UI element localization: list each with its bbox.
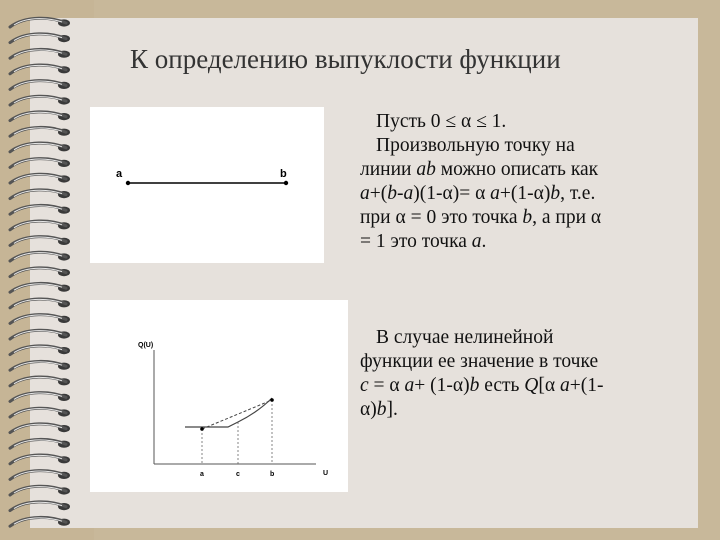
slide-title: К определению выпуклости функции	[130, 44, 561, 74]
text-line: Пусть 0 ≤ α ≤ 1.	[376, 111, 507, 132]
text-line: В случае нелинейной	[376, 327, 554, 348]
text-line: функции ее значение в точке	[360, 351, 599, 372]
paragraph-definition	[360, 110, 690, 254]
paragraph-nonlinear	[360, 326, 690, 422]
function-curve	[185, 398, 272, 427]
label-b: b	[280, 168, 287, 180]
point-a	[126, 181, 130, 185]
text-line: α)b].	[360, 399, 398, 420]
tick-a: a	[200, 471, 204, 478]
segment-diagram	[90, 107, 324, 263]
text-line: a+(b-a)(1-α)= α a+(1-α)b, т.е.	[360, 183, 596, 204]
label-a: a	[116, 168, 123, 180]
text-line: = 1 это точка a.	[360, 231, 487, 252]
text-line: при α = 0 это точка b, а при α	[360, 207, 602, 228]
graph-point-b	[270, 398, 274, 402]
point-b	[284, 181, 288, 185]
x-axis-label: U	[323, 470, 329, 477]
text-line: линии ab можно описать как	[360, 159, 599, 180]
text-line: Произвольную точку на	[376, 135, 575, 156]
chord-line	[202, 400, 272, 429]
text-line: c = α a+ (1-α)b есть Q[α a+(1-	[360, 375, 604, 396]
y-axis-label: Q(U)	[138, 342, 154, 349]
spiral-binding	[0, 0, 80, 540]
function-graph	[90, 300, 348, 492]
tick-b: b	[270, 471, 275, 478]
tick-c: c	[236, 471, 240, 478]
graph-point-a	[200, 427, 204, 431]
